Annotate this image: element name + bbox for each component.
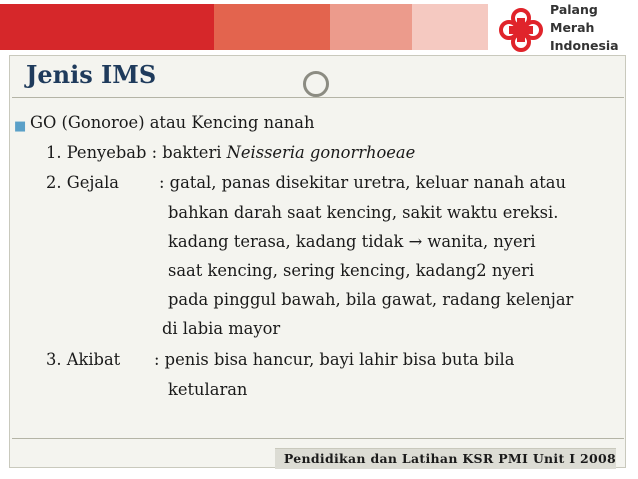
logo-line-1: Palang [550, 2, 598, 17]
banner-block-mid [214, 4, 330, 50]
bullet-text: GO (Gonoroe) atau Kencing nanah [30, 113, 315, 132]
banner-block-pale [412, 4, 488, 50]
footer-text: Pendidikan dan Latihan KSR PMI Unit I 2008 [283, 451, 616, 466]
item-3-line-2: ketularan [168, 380, 248, 399]
item-2-line-1: : gatal, panas disekitar uretra, keluar nanah atau [159, 173, 566, 192]
slide-title: Jenis IMS [26, 60, 157, 89]
banner-block-light [330, 4, 412, 50]
item-3-label: 3. Akibat [46, 350, 121, 369]
item-3-line-1: : penis bisa hancur, bayi lahir bisa buta bila [154, 350, 515, 369]
item-2-line-4: saat kencing, sering kencing, kadang2 nyeri [168, 261, 535, 280]
pmi-logo [494, 0, 638, 58]
banner-block-red [0, 4, 214, 50]
title-divider [12, 97, 624, 98]
bullet-icon: ■ [14, 119, 27, 134]
ring-ornament [303, 71, 329, 97]
logo-line-3: Indonesia [550, 38, 619, 53]
item-2-line-2: bahkan darah saat kencing, sakit waktu ereksi. [168, 203, 559, 222]
logo-text [550, 0, 619, 54]
item-1 [46, 143, 415, 162]
item-2-line-3: kadang terasa, kadang tidak → wanita, nyeri [168, 232, 536, 251]
item-2-label: 2. Gejala [46, 173, 120, 192]
footer-divider [12, 438, 624, 439]
red-cross-flower-icon [498, 8, 544, 52]
item-2-line-5: pada pinggul bawah, bila gawat, radang kelenjar [168, 290, 574, 309]
item-2-line-6: di labia mayor [162, 319, 281, 338]
item-1-species: Neisseria gonorrhoeae [226, 143, 416, 162]
item-1-label: 1. Penyebab : bakteri [46, 143, 227, 162]
logo-line-2: Merah [550, 20, 595, 35]
